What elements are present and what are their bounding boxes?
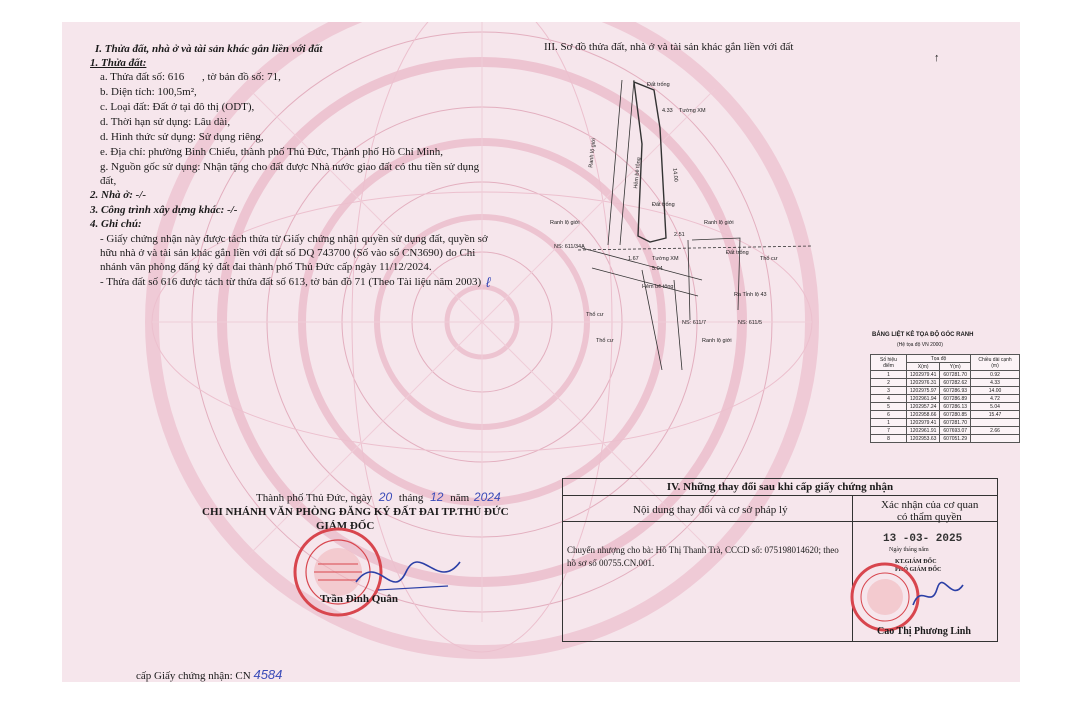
cell: 0.92 <box>971 371 1020 379</box>
cell: 1202961.94 <box>906 395 939 403</box>
cell: 1202976.31 <box>906 379 939 387</box>
label-ns-left: NS: 611/34A <box>554 244 585 250</box>
ranh-line <box>578 246 812 250</box>
map-sheet: , tờ bản đồ số: 71, <box>202 71 281 83</box>
col-x: X(m) <box>906 363 939 371</box>
cell: 6 <box>871 411 907 419</box>
label-tuong-xm-left: Tường XM <box>652 256 679 262</box>
label-ranh-right: Ranh lộ giới <box>704 220 734 226</box>
label-ra-tinh: Ra Tỉnh lộ 43 <box>734 292 767 298</box>
label-tho-cu-right: Thổ cư <box>760 256 778 262</box>
cell: 1202957.24 <box>906 403 939 411</box>
use-form: d. Hình thức sử dụng: Sử dụng riêng, <box>100 131 264 143</box>
cell: 5.04 <box>971 403 1020 411</box>
initial-mark: ℓ <box>486 274 491 290</box>
deputy-director-name: Cao Thị Phương Linh <box>877 626 971 637</box>
changes-col-confirm-1: Xác nhận của cơ quan <box>881 499 979 511</box>
signing-year-label: năm <box>450 492 470 504</box>
dim-2-51: 2.51 <box>674 232 685 238</box>
table-row <box>871 411 1020 419</box>
signing-day: 20 <box>378 490 393 504</box>
cell: 607286.13 <box>940 403 971 411</box>
label-ranh-bottom: Ranh lộ giới <box>702 338 732 344</box>
deputy-director: PHÓ GIÁM ĐỐC <box>895 567 942 573</box>
col-length: Chiều dài cạnh (m) <box>971 355 1020 371</box>
dim-4-33: 4.33 <box>662 108 673 114</box>
table-row <box>871 427 1020 435</box>
label-hem-2: Hẻm bê tông <box>642 284 674 290</box>
coord-table-title: BẢNG LIỆT KÊ TỌA ĐỘ GÓC RANH <box>872 332 974 338</box>
label-dat-trong-right: Đất trống <box>726 250 749 256</box>
diagram-heading: III. Sơ đồ thửa đất, nhà ở và tài sản khác gắn liền với đất <box>544 41 794 53</box>
cell: 607281.70 <box>940 419 971 427</box>
cell: 1202979.41 <box>906 419 939 427</box>
signing-month-label: tháng <box>398 492 424 504</box>
col-y: Y(m) <box>940 363 971 371</box>
cell: 1202979.41 <box>906 371 939 379</box>
cell: 3 <box>871 387 907 395</box>
certificate-page <box>62 22 1020 682</box>
dim-5-04: 5.04 <box>652 266 663 272</box>
cell: 1202958.66 <box>906 411 939 419</box>
cell: 5 <box>871 403 907 411</box>
director-name: Trần Đình Quân <box>320 593 399 605</box>
label-ns-right: NS: 611/5 <box>738 320 763 326</box>
origin-line-1: g. Nguồn gốc sử dụng: Nhận tặng cho đất được Nhà nước giao đất có thu tiền sử dụng <box>100 161 480 173</box>
north-arrow: ↑ <box>934 52 940 64</box>
label-tuong-xm-top: Tường XM <box>679 108 706 114</box>
change-entry-line-1: Chuyển nhượng cho bà: Hồ Thị Thanh Trà, CCCD số: 075198014620; theo <box>567 545 839 555</box>
label-dat-trong-mid: Đất trống <box>652 202 675 208</box>
table-row <box>871 419 1020 427</box>
address: e. Địa chỉ: phường Bình Chiểu, thành phố Thủ Đức, Thành phố Hồ Chí Minh, <box>100 146 444 158</box>
cell <box>971 435 1020 443</box>
director-title: GIÁM ĐỐC <box>316 520 375 532</box>
cell: 4.33 <box>971 379 1020 387</box>
changes-left-column <box>563 496 853 641</box>
parcel-number: a. Thửa đất số: 616 <box>100 71 185 83</box>
dim-14-00: 14.00 <box>671 167 679 183</box>
changes-col-content: Nội dung thay đổi và cơ sở pháp lý <box>633 504 788 516</box>
use-term: d. Thời hạn sử dụng: Lâu dài, <box>100 116 231 128</box>
cell: 1 <box>871 419 907 427</box>
signing-place-date <box>256 490 501 505</box>
change-entry-line-2: hồ sơ số 00755.CN.001. <box>567 558 655 568</box>
certificate-number: 4584 <box>253 667 283 682</box>
coordinate-table <box>870 354 1020 443</box>
confirm-date: 13 -03- 2025 <box>883 533 963 545</box>
certificate-number-line <box>136 668 282 682</box>
note-line-2: hữu nhà ở và tài sản khác gắn liền với đất số DQ 743700 (Số vào sổ CN3690) do Chi <box>100 247 476 259</box>
cell: 607051.29 <box>940 435 971 443</box>
changes-title: IV. Những thay đổi sau khi cấp giấy chứng nhận <box>563 479 997 496</box>
cell: 8 <box>871 435 907 443</box>
origin-line-2: đất, <box>100 175 117 187</box>
area: b. Diện tích: 100,5m², <box>100 86 197 98</box>
changes-table <box>562 478 998 642</box>
cell: 4 <box>871 395 907 403</box>
cell: 14.00 <box>971 387 1020 395</box>
cell <box>971 419 1020 427</box>
cell: 1202961.91 <box>906 427 939 435</box>
label-tho-cu-bottom: Thổ cư <box>596 338 614 344</box>
kt-director: KT.GIÁM ĐỐC <box>895 559 937 565</box>
notes-heading: 4. Ghi chú: <box>90 218 142 230</box>
label-ranh-vertical: Ranh lộ giới <box>588 137 598 169</box>
table-row <box>871 403 1020 411</box>
cell: 607286.89 <box>940 395 971 403</box>
cell: 15.47 <box>971 411 1020 419</box>
certificate-number-label: cấp Giấy chứng nhận: CN <box>136 670 251 682</box>
note-line-4: - Thửa đất số 616 được tách từ thửa đất số 613, tờ bản đồ 71 (Theo Tài liệu năm 2003) <box>100 276 482 288</box>
cell: 4.72 <box>971 395 1020 403</box>
cell: 607280.85 <box>940 411 971 419</box>
label-hem-1: Hẻm bê tông <box>633 157 643 189</box>
other-works-heading: 3. Công trình xây dựng khác: -/- <box>90 204 238 216</box>
label-ns-mid: NS: 611/7 <box>682 320 707 326</box>
table-row <box>871 435 1020 443</box>
cell: 2.66 <box>971 427 1020 435</box>
cell: 607282.62 <box>940 379 971 387</box>
issuing-office: CHI NHÁNH VĂN PHÒNG ĐĂNG KÝ ĐẤT ĐAI TP.THỦ ĐỨC <box>202 506 509 518</box>
table-row <box>871 395 1020 403</box>
signature-right <box>907 575 967 615</box>
section-heading: I. Thửa đất, nhà ở và tài sản khác gắn liền với đất <box>95 43 323 55</box>
note-line-1: - Giấy chứng nhận này được tách thửa từ Giấy chứng nhận quyền sử dụng đất, quyền sở <box>100 233 488 245</box>
confirm-date-caption: Ngày tháng năm <box>889 547 929 553</box>
signing-year: 2024 <box>473 490 501 504</box>
table-row <box>871 379 1020 387</box>
house-heading: 2. Nhà ở: -/- <box>90 189 147 201</box>
cell: 607693.07 <box>940 427 971 435</box>
changes-col-confirm-2: có thẩm quyền <box>897 511 962 523</box>
label-dat-trong-top: Đất trống <box>647 82 670 88</box>
road-left <box>608 80 634 245</box>
cell: 1202953.63 <box>906 435 939 443</box>
cell: 2 <box>871 379 907 387</box>
signing-place: Thành phố Thủ Đức, ngày <box>256 492 373 504</box>
coord-table-subtitle: (Hệ tọa độ VN 2000) <box>897 342 943 348</box>
land-parcel-heading: 1. Thửa đất: <box>90 57 147 69</box>
col-point: Số hiệu điểm <box>871 355 907 371</box>
col-coord: Tọa độ <box>906 355 970 363</box>
table-row <box>871 371 1020 379</box>
table-row <box>871 387 1020 395</box>
cell: 1 <box>871 371 907 379</box>
land-type: c. Loại đất: Đất ở tại đô thị (ODT), <box>100 101 255 113</box>
dim-1-67: 1.67 <box>628 256 639 262</box>
label-ranh-left: Ranh lộ giới <box>550 220 580 226</box>
cell: 607281.70 <box>940 371 971 379</box>
note-line-3: nhánh văn phòng đăng ký đất đai thành phố Thủ Đức cấp ngày 11/12/2024. <box>100 261 432 273</box>
cell: 1202975.97 <box>906 387 939 395</box>
label-tho-cu-left: Thổ cư <box>586 312 604 318</box>
signing-month: 12 <box>430 490 444 504</box>
cell: 7 <box>871 427 907 435</box>
cell: 607286.93 <box>940 387 971 395</box>
